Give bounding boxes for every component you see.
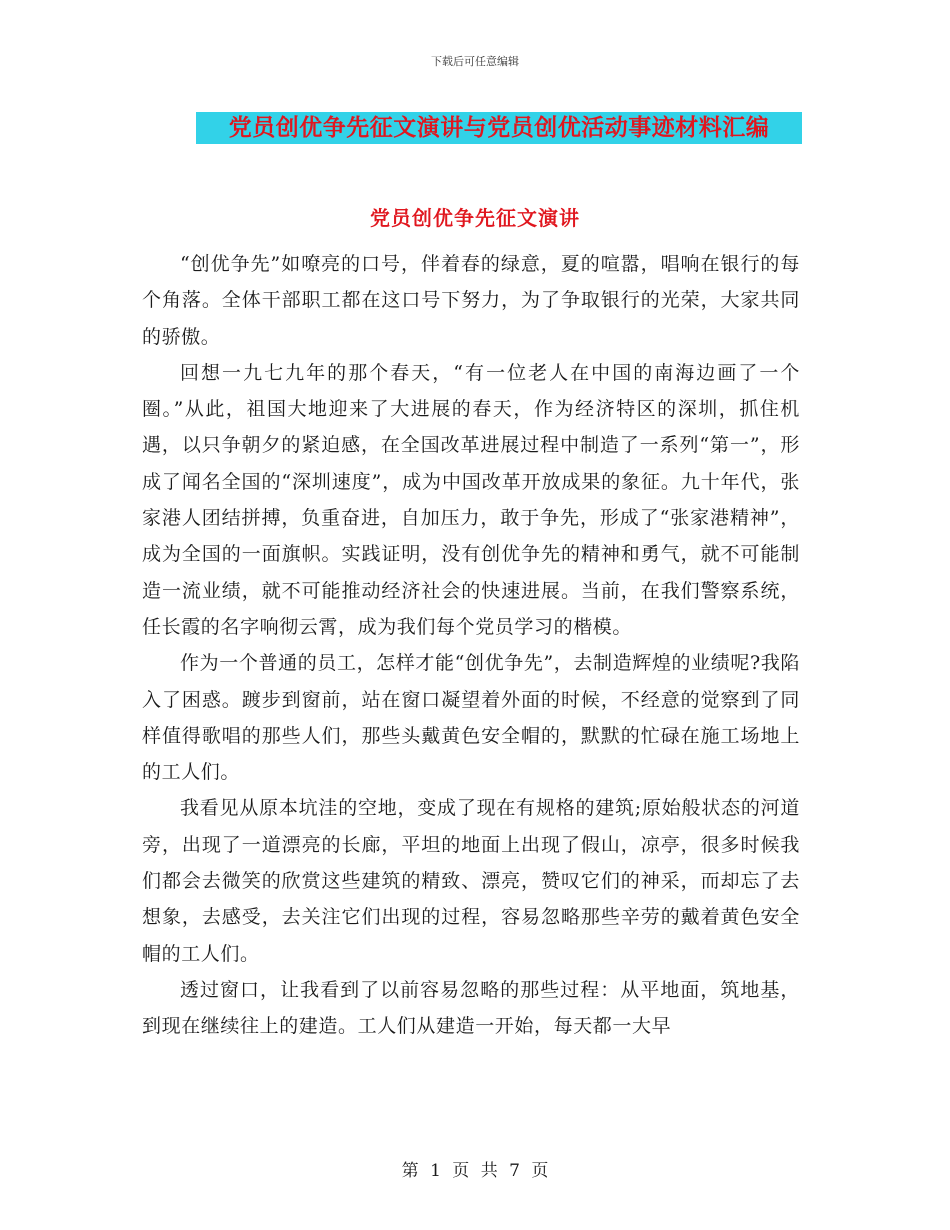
main-title: 党员创优争先征文演讲与党员创优活动事迹材料汇编 [228, 115, 770, 141]
article-body [142, 246, 800, 1045]
download-note: 下载后可任意编辑 [431, 55, 519, 68]
section-title: 党员创优争先征文演讲 [370, 206, 580, 230]
paragraph: “创优争先”如嘹亮的口号，伴着春的绿意，夏的喧嚣，唱响在银行的每个角落。全体干部职工都在这口号下努力，为了争取银行的光荣，大家共同的骄傲。 [142, 253, 800, 348]
paragraph: 透过窗口，让我看到了以前容易忽略的那些过程：从平地面，筑地基，到现在继续往上的建造。工人们从建造一开始，每天都一大早 [142, 978, 800, 1038]
main-title-highlight [196, 112, 802, 144]
paragraph: 作为一个普通的员工，怎样才能“创优争先”，去制造辉煌的业绩呢?我陷入了困惑。踱步到窗前，站在窗口凝望着外面的时候，不经意的觉察到了同样值得歌唱的那些人们，那些头戴黄色安全帽的，默默的忙碌在施工场地上的工人们。 [142, 652, 800, 784]
paragraph: 我看见从原本坑洼的空地，变成了现在有规格的建筑;原始般状态的河道旁，出现了一道漂亮的长廊，平坦的地面上出现了假山，凉亭，很多时候我们都会去微笑的欣赏这些建筑的精致、漂亮，赞叹它们的神采，而却忘了去想象，去感受，去关注它们出现的过程，容易忽略那些辛劳的戴着黄色安全帽的工人们。 [142, 797, 800, 965]
paragraph: 回想一九七九年的那个春天，“有一位老人在中国的南海边画了一个圈。”从此，祖国大地迎来了大进展的春天，作为经济特区的深圳，抓住机遇，以只争朝夕的紧迫感，在全国改革进展过程中制造了一系列“第一”，形成了闻名全国的“深圳速度”，成为中国改革开放成果的象征。九十年代，张家港人团结拼搏，负重奋进，自加压力，敢于争先，形成了“张家港精神”，成为全国的一面旗帜。实践证明，没有创优争先的精神和勇气，就不可能制造一流业绩，就不可能推动经济社会的快速进展。当前，在我们警察系统，任长霞的名字响彻云霄，成为我们每个党员学习的楷模。 [142, 361, 800, 638]
page-number: 第 1 页 共 7 页 [401, 1161, 549, 1181]
